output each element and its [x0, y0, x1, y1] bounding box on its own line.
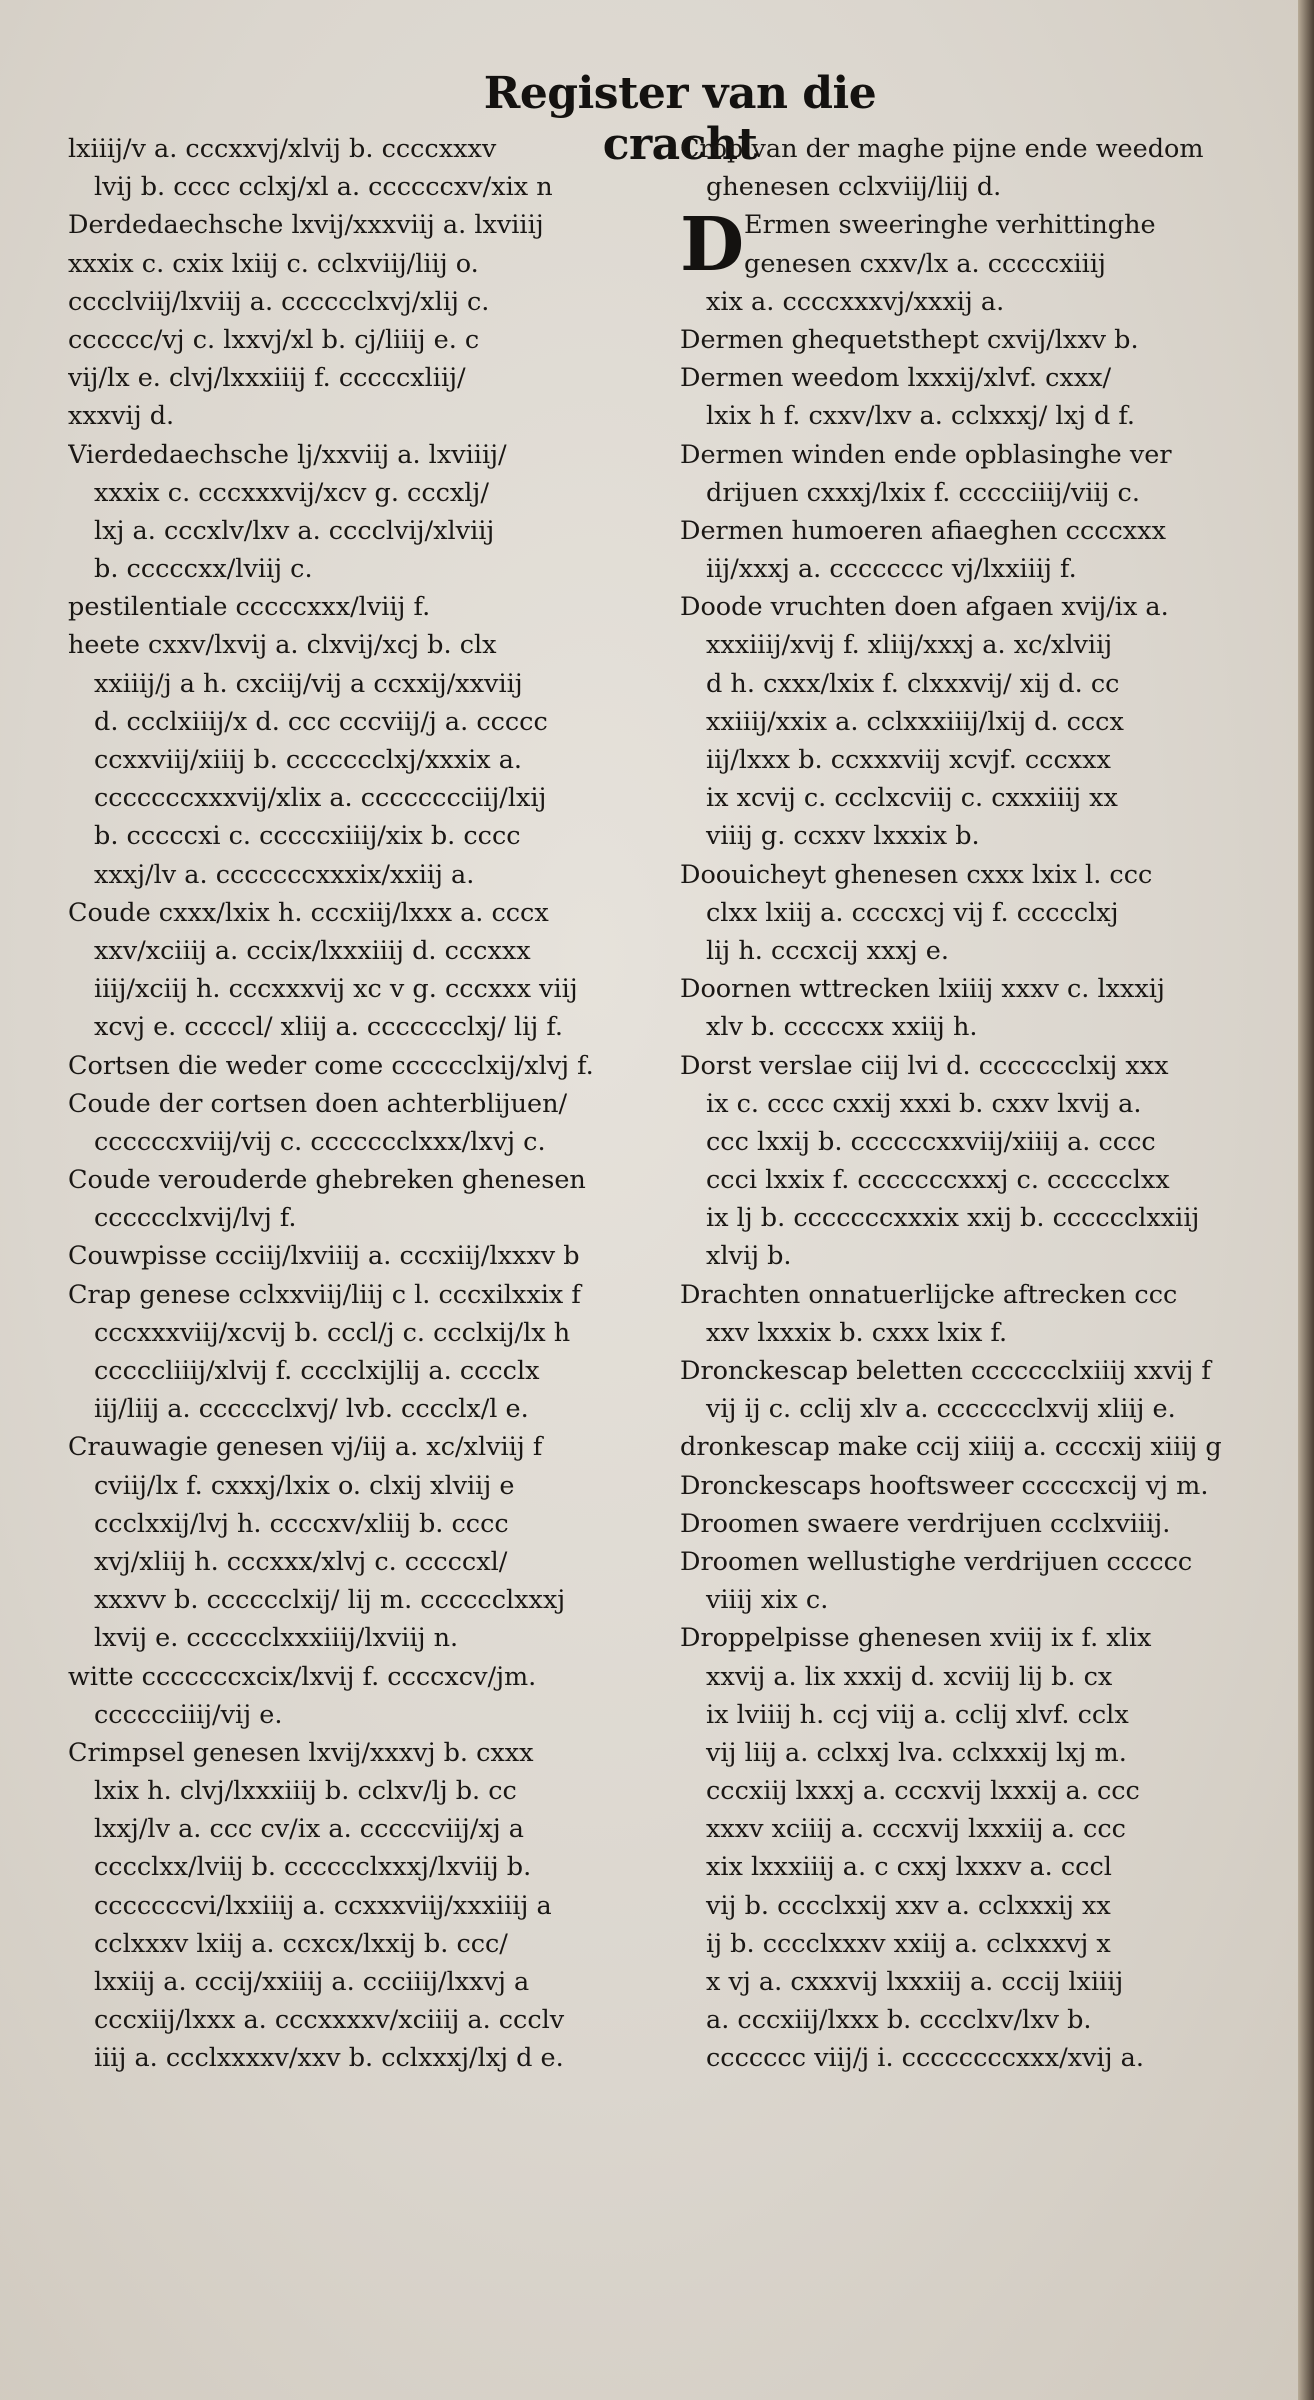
dropcap-paragraph: [680, 202, 1285, 289]
text-line: xxv lxxxix b. cxxx lxix f.: [706, 1317, 1008, 1348]
text-line: xix lxxxiiij a. c cxxj lxxxv a. cccl: [706, 1852, 1112, 1883]
text-line: ccxxviij/xiiij b. ccccccclxj/xxxix a.: [94, 745, 523, 775]
text-line: b. cccccxx/lviij c.: [94, 554, 313, 585]
right-column: [680, 130, 1285, 2078]
text-line: iij/lxxx b. ccxxxviij xcvjf. cccxxx: [706, 745, 1111, 775]
text-line: Doode vruchten doen afgaen xvij/ix a.: [680, 592, 1169, 623]
text-line: ij b. cccclxxxv xxiij a. cclxxxvj x: [706, 1928, 1111, 1959]
text-line: Dermen winden ende opblasinghe ver: [680, 439, 1172, 470]
text-line: ccc lxxij b. ccccccxxviij/xiiij a. cccc: [706, 1126, 1156, 1157]
text-line: Crauwagie genesen vj/iij a. xc/xlviij f: [68, 1432, 543, 1463]
text-line: Crimpsel genesen lxvij/xxxvj b. cxxx: [68, 1737, 534, 1768]
text-line: xxxix c. cxix lxiij c. cclxviij/liij o.: [68, 248, 479, 279]
text-line: d h. cxxx/lxix f. clxxxvij/ xij d. cc: [706, 668, 1120, 699]
text-line: xlv b. cccccxx xxiij h.: [706, 1012, 978, 1043]
text-line: lxj a. cccxlv/lxv a. cccclvij/xlviij: [94, 515, 495, 546]
text-line: Droppelpisse ghenesen xviij ix f. xlix: [680, 1623, 1152, 1654]
text-line: Dronckescap beletten ccccccclxiiij xxvij f: [680, 1356, 1211, 1386]
text-line: Coude der cortsen doen achterblijuen/: [68, 1088, 568, 1119]
text-line: lvij b. cccc cclxj/xl a. ccccccxv/xix n: [94, 172, 553, 203]
text-line: cccxiij/lxxx a. cccxxxxv/xciiij a. ccclv: [94, 2005, 565, 2036]
text-line: vij ij c. cclij xlv a. ccccccclxvij xliij e.: [706, 1394, 1176, 1425]
text-line: d. ccclxiiij/x d. ccc cccviij/j a. ccccc: [94, 706, 548, 737]
text-line: Dermen weedom lxxxij/xlvf. cxxx/: [680, 363, 1112, 394]
text-line: xix a. ccccxxxvj/xxxij a.: [706, 286, 1005, 317]
text-line: cccclxx/lviij b. cccccclxxxj/lxviij b.: [94, 1852, 532, 1883]
text-line: witte cccccccxcix/lxvij f. ccccxcv/jm.: [68, 1661, 537, 1692]
text-line: cccccciiij/vij e.: [94, 1699, 283, 1730]
text-line: Dermen ghequetsthept cxvij/lxxv b.: [680, 324, 1139, 355]
text-line: cccccccxxxvij/xlix a. cccccccciij/lxij: [94, 783, 547, 814]
text-line: xxxvij d.: [68, 401, 175, 432]
text-line: clxx lxiij a. ccccxcj vij f. ccccclxj: [706, 897, 1119, 928]
text-line: Vierdedaechsche lj/xxviij a. lxviiij/: [68, 439, 507, 470]
text-line: cccxxxviij/xcvij b. cccl/j c. ccclxij/lx h: [94, 1317, 571, 1348]
text-line: cccccccvi/lxxiiij a. ccxxxviij/xxxiiij a: [94, 1890, 552, 1921]
text-line: cccccliiij/xlvij f. cccclxijlij a. cccclx: [94, 1356, 540, 1386]
text-line: viiij xix c.: [706, 1585, 829, 1616]
text-line: vij/lx e. clvj/lxxxiiij f. cccccxliij/: [68, 363, 466, 394]
text-line: xxxvv b. cccccclxij/ lij m. cccccclxxxj: [94, 1585, 566, 1616]
text-line: Coude cxxx/lxix h. cccxiij/lxxx a. cccx: [68, 897, 549, 928]
text-line: b. cccccxi c. cccccxiiij/xix b. cccc: [94, 821, 521, 852]
text-line: lxxj/lv a. ccc cv/ix a. cccccviij/xj a: [94, 1814, 525, 1845]
text-line: vij liij a. cclxxj lva. cclxxxij lxj m.: [706, 1737, 1127, 1768]
dropcap-letter-d: D: [680, 202, 745, 289]
text-line: ccccccxviij/vij c. ccccccclxxx/lxvj c.: [94, 1126, 546, 1157]
text-line: xcvj e. cccccl/ xliij a. ccccccclxj/ lij f.: [94, 1012, 563, 1043]
text-line: pestilentiale cccccxxx/lviij f.: [68, 592, 431, 623]
text-line: xxxiiij/xvij f. xliij/xxxj a. xc/xlviij: [706, 630, 1113, 661]
text-line: Derdedaechsche lxvij/xxxviij a. lxviiij: [68, 210, 544, 241]
text-line: ix lviiij h. ccj viij a. cclij xlvf. cclx: [706, 1699, 1129, 1730]
text-line: ccccccc viij/j i. ccccccccxxx/xvij a.: [706, 2043, 1144, 2074]
text-line: lij h. cccxcij xxxj e.: [706, 935, 949, 966]
text-line: viiij g. ccxxv lxxxix b.: [706, 821, 980, 852]
text-line: Ermen sweeringhe verhittinghe: [744, 210, 1156, 241]
text-line: a. cccxiij/lxxx b. cccclxv/lxv b.: [706, 2005, 1092, 2036]
text-line: Drachten onnatuerlijcke aftrecken ccc: [680, 1279, 1178, 1310]
text-line: xxxj/lv a. cccccccxxxix/xxiij a.: [94, 859, 475, 890]
text-line: lxiiij/v a. cccxxvj/xlvij b. ccccxxxv: [68, 134, 497, 164]
text-line: Droomen swaere verdrijuen ccclxviiij.: [680, 1508, 1171, 1539]
text-line: ccclxxij/lvj h. ccccxv/xliij b. cccc: [94, 1508, 509, 1539]
text-line: dronkescap make ccij xiiij a. ccccxij xiiij g: [680, 1432, 1222, 1463]
text-line: cclxxxv lxiij a. ccxcx/lxxij b. ccc/: [94, 1928, 508, 1959]
text-line: xxiiij/j a h. cxciij/vij a ccxxij/xxviij: [94, 668, 523, 699]
text-line: cviij/lx f. cxxxj/lxix o. clxij xlviij e: [94, 1470, 515, 1501]
left-column: [68, 130, 678, 2078]
text-line: xxvij a. lix xxxij d. xcviij lij b. cx: [706, 1661, 1113, 1692]
text-line: iij/liij a. cccccclxvj/ lvb. cccclx/l e.: [94, 1394, 529, 1425]
text-line: genesen cxxv/lx a. cccccxiiij: [744, 248, 1106, 279]
text-line: cccxiij lxxxj a. cccxvij lxxxij a. ccc: [706, 1776, 1140, 1807]
text-line: Coude verouderde ghebreken ghenesen: [68, 1165, 586, 1196]
text-line: iij/xxxj a. cccccccc vj/lxxiiij f.: [706, 554, 1077, 585]
text-line: xxiiij/xxix a. cclxxxiiij/lxij d. cccx: [706, 706, 1124, 737]
text-line: x vj a. cxxxvij lxxxiij a. cccij lxiiij: [706, 1967, 1124, 1997]
text-line: drijuen cxxxj/lxix f. ccccciiij/viij c.: [706, 477, 1140, 508]
text-line: ix xcvij c. ccclxcviij c. cxxxiiij xx: [706, 783, 1118, 814]
text-line: Couwpisse ccciij/lxviiij a. cccxiij/lxxxv b: [68, 1241, 580, 1272]
page-binding-shadow: [1298, 0, 1314, 2400]
text-line: xlvij b.: [706, 1241, 792, 1272]
text-line: cccccc/vj c. lxxvj/xl b. cj/liiij e. c: [68, 324, 480, 355]
text-line: cccclviij/lxviij a. cccccclxvj/xlij c.: [68, 286, 490, 317]
text-line: lxvij e. cccccclxxxiiij/lxviij n.: [94, 1623, 459, 1654]
text-line: Doornen wttrecken lxiiij xxxv c. lxxxij: [680, 974, 1165, 1005]
text-line: xxv/xciiij a. cccix/lxxxiiij d. cccxxx: [94, 935, 531, 966]
text-line: lxix h f. cxxv/lxv a. cclxxxj/ lxj d f.: [706, 401, 1136, 432]
text-line: heete cxxv/lxvij a. clxvij/xcj b. clx: [68, 630, 497, 661]
text-line: vij b. cccclxxij xxv a. cclxxxij xx: [706, 1890, 1111, 1921]
text-line: iiij a. ccclxxxxv/xxv b. cclxxxj/lxj d e.: [94, 2043, 564, 2074]
text-line: ghenesen cclxviij/liij d.: [706, 172, 1002, 203]
text-line: ccci lxxix f. cccccccxxxj c. cccccclxx: [706, 1165, 1170, 1196]
text-line: Doouicheyt ghenesen cxxx lxix l. ccc: [680, 859, 1153, 890]
text-line: xvj/xliij h. cccxxx/xlvj c. cccccxl/: [94, 1546, 508, 1577]
text-line: xxxv xciiij a. cccxvij lxxxiij a. ccc: [706, 1814, 1126, 1845]
text-line: Droomen wellustighe verdrijuen cccccc: [680, 1546, 1193, 1577]
text-line: iiij/xciij h. cccxxxvij xc v g. cccxxx viij: [94, 974, 578, 1005]
running-head: Register van die cracht: [483, 68, 877, 170]
text-line: lxix h. clvj/lxxxiiij b. cclxv/lj b. cc: [94, 1776, 517, 1807]
text-line: Cortsen die weder come cccccclxij/xlvj f.: [68, 1050, 594, 1081]
text-line: cccccclxvij/lvj f.: [94, 1203, 297, 1234]
text-line: ix lj b. cccccccxxxix xxij b. cccccclxxiij: [706, 1203, 1200, 1234]
text-line: lxxiij a. cccij/xxiiij a. ccciiij/lxxvj a: [94, 1967, 530, 1997]
text-line: Crap genese cclxxviij/liij c l. cccxilxxix f: [68, 1279, 581, 1310]
text-line: Dermen humoeren afiaeghen ccccxxx: [680, 515, 1166, 546]
text-line: ix c. cccc cxxij xxxi b. cxxv lxvij a.: [706, 1088, 1142, 1119]
text-line: xxxix c. cccxxxvij/xcv g. cccxlj/: [94, 477, 489, 508]
text-line: Crop van der maghe pijne ende weedom: [680, 134, 1204, 164]
text-line: Dronckescaps hooftsweer cccccxcij vj m.: [680, 1470, 1209, 1501]
text-line: Dorst verslae ciij lvi d. ccccccclxij xxx: [680, 1050, 1169, 1081]
